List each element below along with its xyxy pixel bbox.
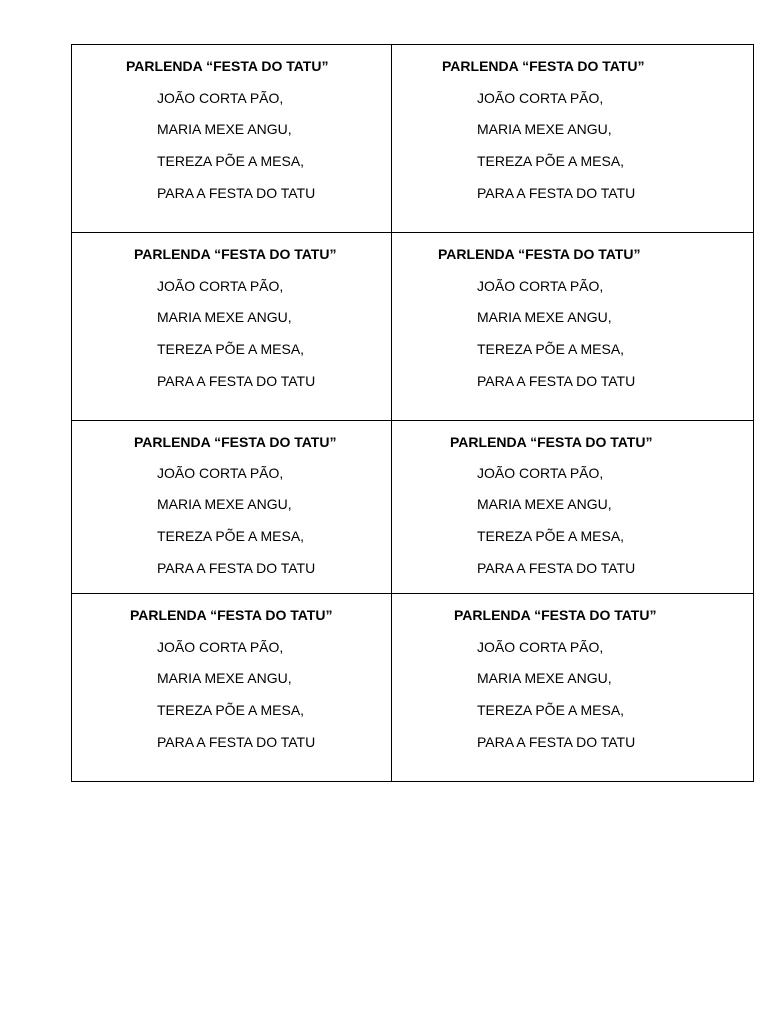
card-row	[72, 45, 754, 233]
parlenda-card	[72, 233, 392, 421]
verse-line: PARA A FESTA DO TATU	[157, 734, 316, 750]
card-row	[72, 233, 754, 421]
verse-line: MARIA MEXE ANGU,	[477, 309, 612, 325]
card-title: PARLENDA “FESTA DO TATU”	[438, 246, 641, 262]
verse-line: JOÃO CORTA PÃO,	[477, 278, 604, 294]
verse-line: PARA A FESTA DO TATU	[157, 373, 316, 389]
parlenda-card	[392, 45, 754, 233]
verse-line: MARIA MEXE ANGU,	[477, 496, 612, 512]
verse-line: TEREZA PÕE A MESA,	[477, 153, 625, 169]
verse-line: MARIA MEXE ANGU,	[477, 670, 612, 686]
verse-line: TEREZA PÕE A MESA,	[157, 702, 305, 718]
verse-line: MARIA MEXE ANGU,	[157, 670, 292, 686]
verse-line: PARA A FESTA DO TATU	[157, 185, 316, 201]
parlenda-card-grid	[71, 44, 754, 782]
verse-line: JOÃO CORTA PÃO,	[157, 465, 284, 481]
card-title: PARLENDA “FESTA DO TATU”	[130, 607, 333, 623]
verse-line: TEREZA PÕE A MESA,	[157, 528, 305, 544]
parlenda-card	[72, 421, 392, 594]
verse-line: MARIA MEXE ANGU,	[157, 309, 292, 325]
parlenda-card	[72, 45, 392, 233]
verse-line: PARA A FESTA DO TATU	[477, 734, 636, 750]
parlenda-card	[392, 421, 754, 594]
verse-line: PARA A FESTA DO TATU	[477, 560, 636, 576]
card-title: PARLENDA “FESTA DO TATU”	[442, 58, 645, 74]
verse-line: JOÃO CORTA PÃO,	[477, 639, 604, 655]
card-row	[72, 421, 754, 594]
verse-line: TEREZA PÕE A MESA,	[157, 341, 305, 357]
parlenda-card	[392, 233, 754, 421]
verse-line: MARIA MEXE ANGU,	[157, 121, 292, 137]
verse-line: MARIA MEXE ANGU,	[157, 496, 292, 512]
card-row	[72, 594, 754, 782]
verse-line: TEREZA PÕE A MESA,	[157, 153, 305, 169]
verse-line: TEREZA PÕE A MESA,	[477, 702, 625, 718]
verse-line: TEREZA PÕE A MESA,	[477, 341, 625, 357]
card-title: PARLENDA “FESTA DO TATU”	[134, 434, 337, 450]
verse-line: PARA A FESTA DO TATU	[477, 373, 636, 389]
parlenda-card	[72, 594, 392, 782]
verse-line: JOÃO CORTA PÃO,	[157, 90, 284, 106]
card-title: PARLENDA “FESTA DO TATU”	[134, 246, 337, 262]
verse-line: TEREZA PÕE A MESA,	[477, 528, 625, 544]
card-title: PARLENDA “FESTA DO TATU”	[126, 58, 329, 74]
verse-line: PARA A FESTA DO TATU	[477, 185, 636, 201]
verse-line: JOÃO CORTA PÃO,	[477, 465, 604, 481]
verse-line: MARIA MEXE ANGU,	[477, 121, 612, 137]
card-title: PARLENDA “FESTA DO TATU”	[450, 434, 653, 450]
parlenda-card	[392, 594, 754, 782]
card-title: PARLENDA “FESTA DO TATU”	[454, 607, 657, 623]
verse-line: JOÃO CORTA PÃO,	[157, 639, 284, 655]
verse-line: JOÃO CORTA PÃO,	[477, 90, 604, 106]
verse-line: JOÃO CORTA PÃO,	[157, 278, 284, 294]
verse-line: PARA A FESTA DO TATU	[157, 560, 316, 576]
